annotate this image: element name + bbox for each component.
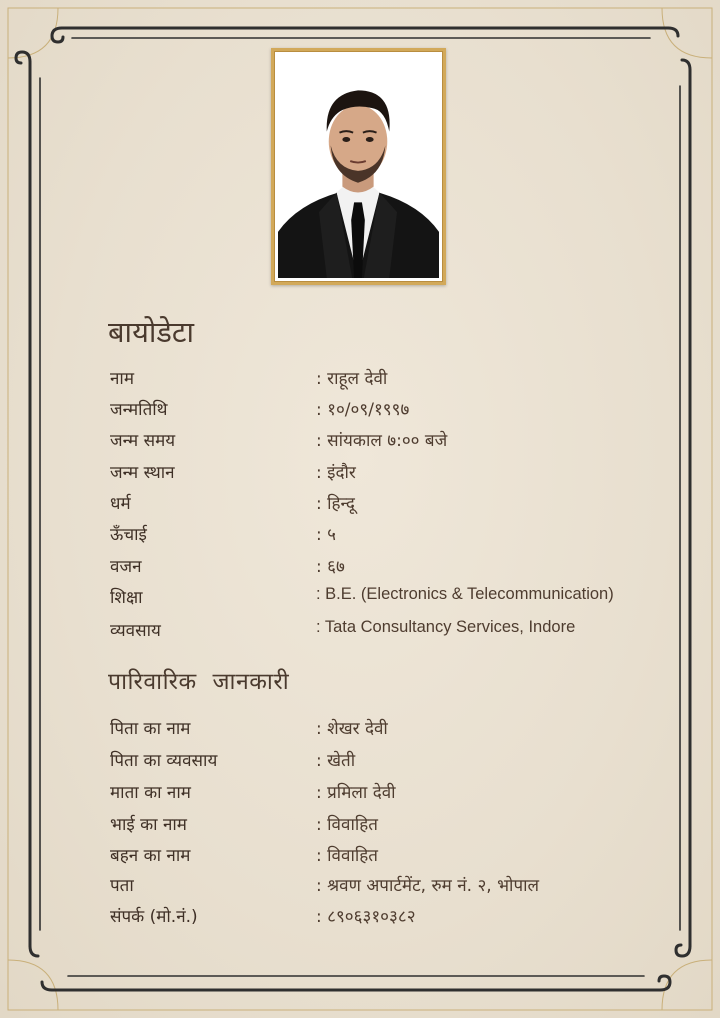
row-value: : Tata Consultancy Services, Indore	[316, 618, 576, 636]
family-row-contact	[0, 904, 720, 930]
row-label: ऊँचाई	[110, 525, 147, 545]
biodata-title: बायोडेटा	[108, 315, 195, 349]
family-row-address	[0, 873, 720, 899]
row-label: नाम	[110, 369, 135, 389]
family-row-father-occupation	[0, 748, 720, 774]
family-row-brother-name	[0, 812, 720, 838]
profile-photo-frame	[271, 48, 446, 285]
biodata-row-name	[0, 366, 720, 392]
row-label: वजन	[110, 557, 142, 577]
row-value: : हिन्दू	[316, 494, 355, 514]
row-value: : इंदौर	[316, 463, 356, 483]
row-value: : ५	[316, 525, 336, 545]
family-row-mother-name	[0, 780, 720, 806]
row-label: जन्म स्थान	[110, 463, 175, 483]
row-label: शिक्षा	[110, 588, 143, 608]
biodata-row-birth-place	[0, 460, 720, 486]
row-value: : ८९०६३१०३८२	[316, 907, 416, 927]
biodata-row-education	[0, 585, 720, 611]
profile-photo	[278, 55, 439, 278]
biodata-row-dob	[0, 397, 720, 423]
row-value: : सांयकाल ७:०० बजे	[316, 431, 448, 451]
row-value: : श्रवण अपार्टमेंट, रुम नं. २, भोपाल	[316, 876, 540, 896]
row-value: : B.E. (Electronics & Telecommunication)	[316, 585, 614, 603]
row-label: पिता का व्यवसाय	[110, 751, 218, 771]
row-value: : विवाहित	[316, 815, 378, 835]
row-value: : १०/०९/१९९७	[316, 400, 410, 420]
row-label: माता का नाम	[110, 783, 191, 803]
row-label: व्यवसाय	[110, 621, 161, 641]
row-label: जन्मतिथि	[110, 400, 168, 420]
biodata-row-occupation	[0, 618, 720, 644]
row-label: धर्म	[110, 494, 131, 514]
row-value: : प्रमिला देवी	[316, 783, 396, 803]
row-label: पिता का नाम	[110, 719, 191, 739]
biodata-row-height	[0, 522, 720, 548]
row-label: भाई का नाम	[110, 815, 187, 835]
family-row-father-name	[0, 716, 720, 742]
row-label: संपर्क (मो.नं.)	[110, 907, 198, 927]
family-info-title: पारिवारिक जानकारी	[108, 669, 290, 695]
family-row-sister-name	[0, 843, 720, 869]
biodata-row-birth-time	[0, 428, 720, 454]
row-value: : खेती	[316, 751, 356, 771]
row-label: बहन का नाम	[110, 846, 191, 866]
row-value: : शेखर देवी	[316, 719, 388, 739]
row-label: जन्म समय	[110, 431, 176, 451]
biodata-row-religion	[0, 491, 720, 517]
row-value: : राहूल देवी	[316, 369, 388, 389]
row-label: पता	[110, 876, 134, 896]
biodata-row-weight	[0, 554, 720, 580]
row-value: : ६७	[316, 557, 345, 577]
row-value: : विवाहित	[316, 846, 378, 866]
